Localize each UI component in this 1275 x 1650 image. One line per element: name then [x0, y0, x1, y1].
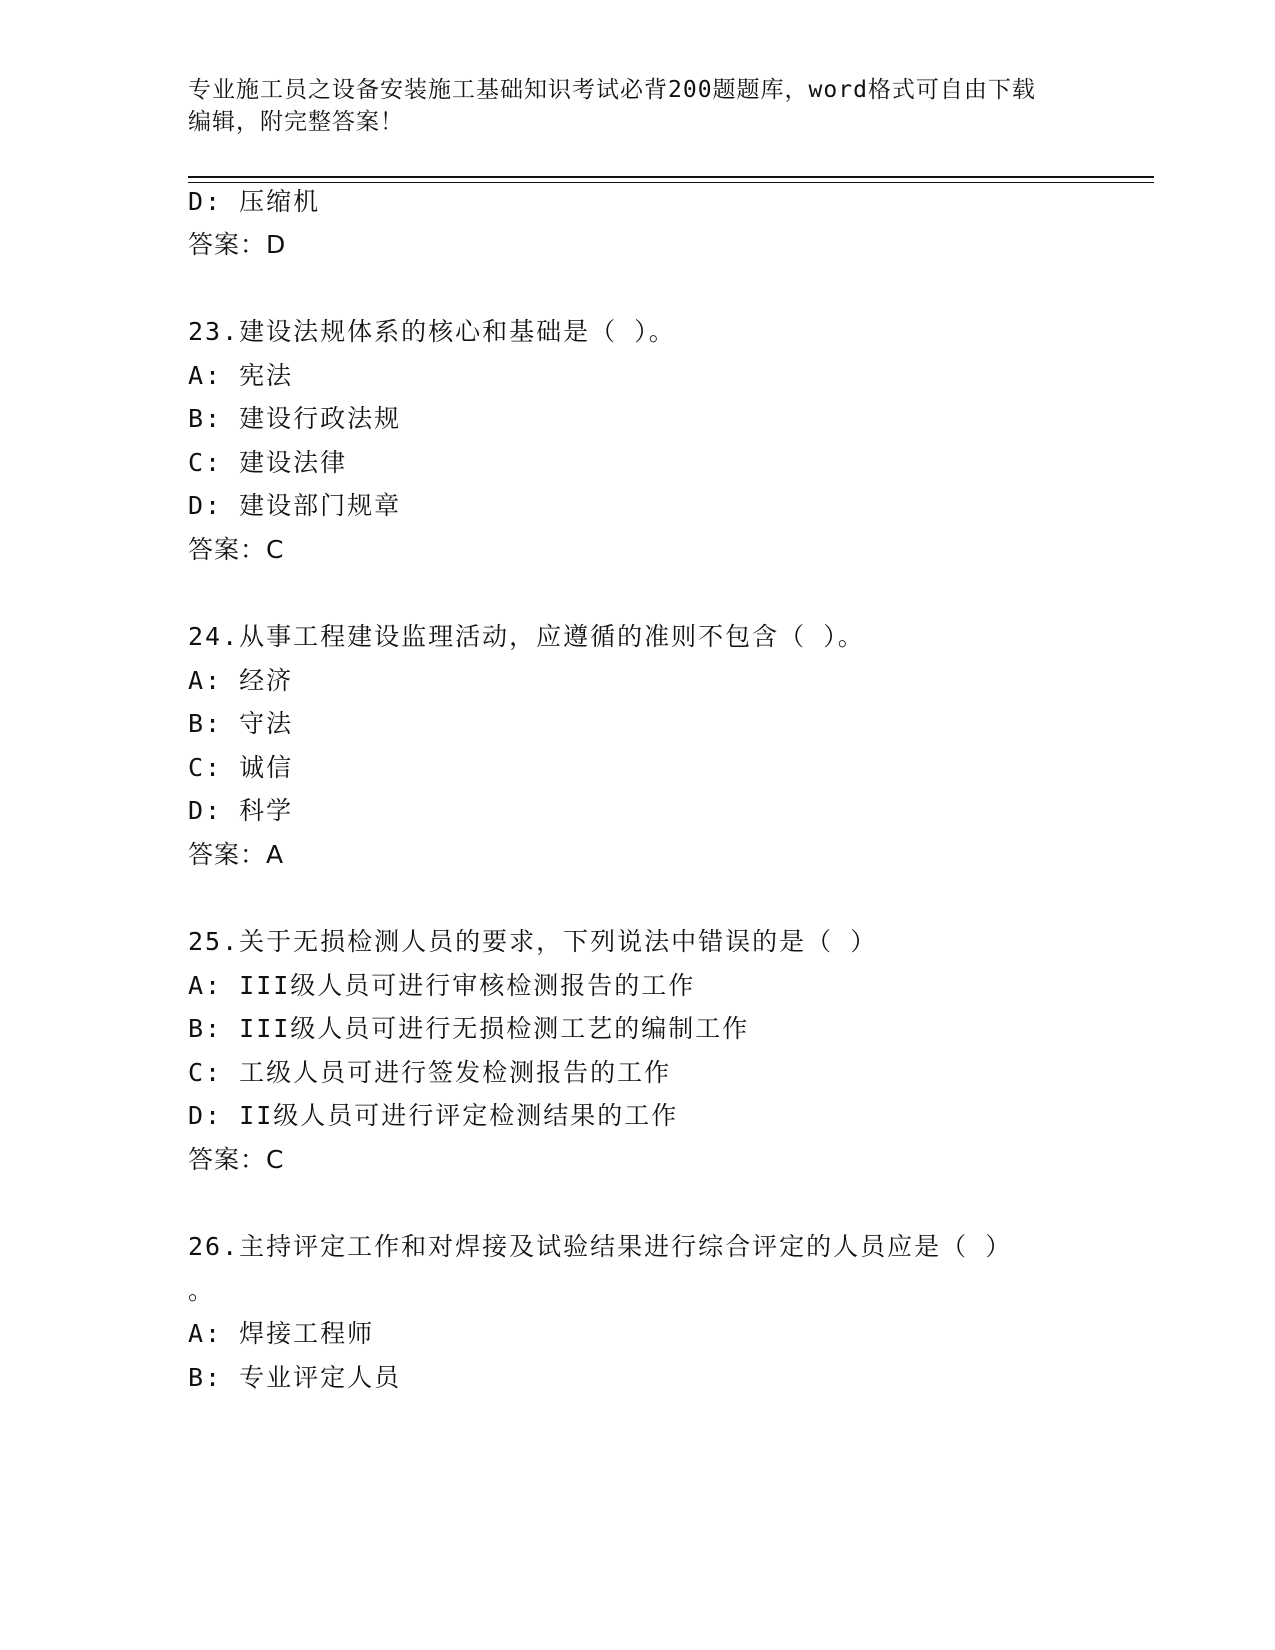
- option-c: C: 建设法律: [188, 448, 348, 477]
- question-stem: 25.关于无损检测人员的要求，下列说法中错误的是（ ）: [188, 927, 878, 956]
- option-c: C: 诚信: [188, 753, 294, 782]
- question-stem: 23.建设法规体系的核心和基础是（ ）。: [188, 317, 676, 346]
- option-c: C: 工级人员可进行签发检测报告的工作: [188, 1058, 672, 1087]
- document-header: [188, 74, 1088, 138]
- option-b: B: 建设行政法规: [188, 404, 402, 433]
- option-b: B: III级人员可进行无损检测工艺的编制工作: [188, 1014, 750, 1043]
- option-a: A: III级人员可进行审核检测报告的工作: [188, 971, 696, 1000]
- option-b: B: 守法: [188, 709, 294, 738]
- answer: 答案：C: [188, 1145, 285, 1174]
- header-divider-thick: [188, 176, 1154, 178]
- answer: 答案：D: [188, 230, 287, 259]
- option-a: A: 经济: [188, 666, 294, 695]
- question-stem: 24.从事工程建设监理活动，应遵循的准则不包含（ ）。: [188, 622, 865, 651]
- option-d: D: 压缩机: [188, 187, 321, 216]
- option-b: B: 专业评定人员: [188, 1363, 402, 1392]
- header-title-line-1: 专业施工员之设备安装施工基础知识考试必背200题题库，word格式可自由下载: [188, 77, 1036, 103]
- header-title-line-2: 编辑，附完整答案！: [188, 109, 404, 135]
- answer: 答案：A: [188, 840, 285, 869]
- option-d: D: II级人员可进行评定检测结果的工作: [188, 1101, 679, 1130]
- option-d: D: 科学: [188, 796, 294, 825]
- option-a: A: 焊接工程师: [188, 1319, 375, 1348]
- answer: 答案：C: [188, 535, 285, 564]
- header-divider-thin: [188, 182, 1154, 183]
- option-a: A: 宪法: [188, 361, 294, 390]
- question-stem: 26.主持评定工作和对焊接及试验结果进行综合评定的人员应是（ ）: [188, 1232, 1013, 1261]
- option-d: D: 建设部门规章: [188, 491, 402, 520]
- question-stem-continuation: 。: [188, 1276, 216, 1305]
